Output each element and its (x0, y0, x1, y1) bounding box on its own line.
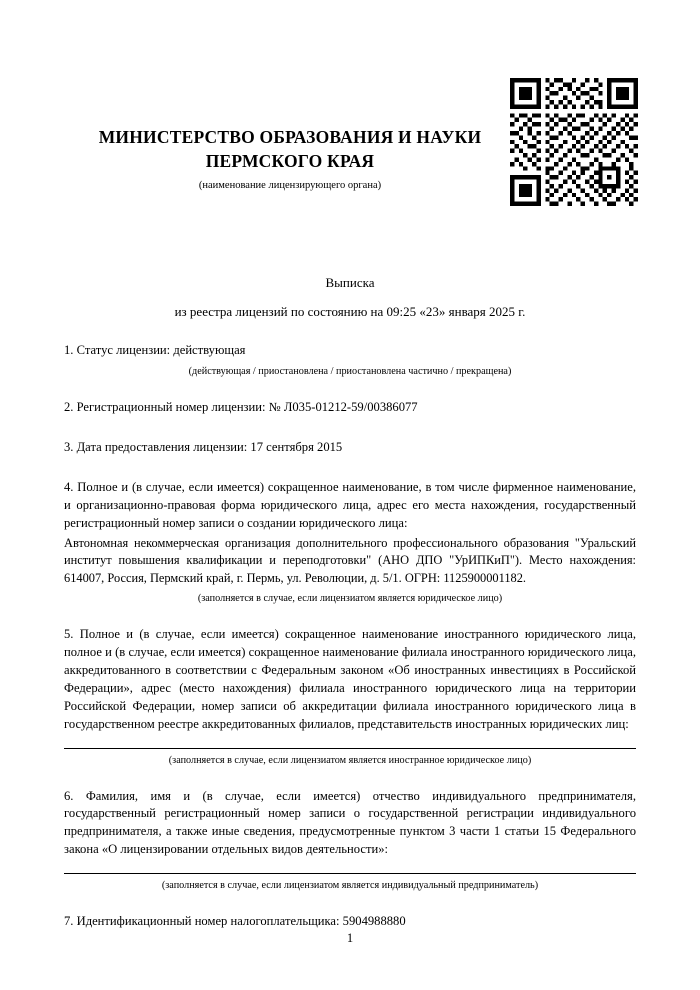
clause-1-text: 1. Статус лицензии: действующая (64, 343, 246, 358)
clause-5-note: (заполняется в случае, если лицензиатом является иностранное юридическое лицо) (168, 754, 532, 766)
document-subtitle: из реестра лицензий по состоянию на 09:25 «23» января 2025 г. (174, 304, 526, 320)
document-type: Выписка (325, 275, 375, 291)
clause-5-fill-line (64, 748, 636, 749)
page-title-caption: (наименование лицензирующего органа) (198, 180, 382, 192)
clause-7-text: 7. Идентификационный номер налогоплательщика: 5904988880 (64, 914, 406, 929)
qr-code-icon (510, 78, 638, 206)
clause-1-note: (действующая / приостановлена / приостановлена частично / прекращена) (188, 366, 512, 378)
clause-6-note: (заполняется в случае, если лицензиатом является индивидуальный предприниматель) (161, 880, 539, 892)
page-title-line2: ПЕРМСКОГО КРАЯ (205, 150, 375, 171)
clause-4-text: 4. Полное и (в случае, если имеется) сокращенное наименование, в том числе фирменное наименование, и организационно-правовая форма юридического лица, адрес его места нахождения, государственный регистрационный номер записи о создании юридического лица: (64, 479, 636, 530)
page-title-line1: МИНИСТЕРСТВО ОБРАЗОВАНИЯ И НАУКИ (98, 127, 482, 147)
clause-2-text: 2. Регистрационный номер лицензии: № Л035-01212-59/00386077 (64, 400, 418, 415)
clause-4-body: Автономная некоммерческая организация дополнительного профессионального образования "Уральский институт повышения квалификации и переподготовки" (АНО ДПО "УрИПКиП"). Место нахождения: 614007, Россия, Пермский край, г. Пермь, ул. Революции, д. 5/1. ОГРН: 1125900001182. (64, 535, 636, 585)
qr-code-svg (510, 78, 638, 206)
page-number: 1 (346, 931, 354, 945)
clause-6-fill-line (64, 873, 636, 874)
clause-4-note: (заполняется в случае, если лицензиатом является юридическое лицо) (197, 593, 503, 605)
clause-5-text: 5. Полное и (в случае, если имеется) сокращенное наименование иностранного юридического лица, полное и (в случае, если имеется) сокращенное наименование филиала иностранного юридического лица, аккредитованного в соответствии с Федеральным законом «Об иностранных инвестициях в Российской Федерации», адрес (место нахождения) филиала иностранного юридического лица на территории Российской Федерации, номер записи об аккредитации филиала иностранного юридического лица в государственном реестре аккредитованных филиалов, представительств иностранных юридических лиц: (64, 627, 636, 731)
clause-6-text: 6. Фамилия, имя и (в случае, если имеется) отчество индивидуального предпринимателя, государственный регистрационный номер записи о государственной регистрации индивидуального предпринимателя, а также иные сведения, предусмотренные пунктом 3 части 1 статьи 15 Федерального закона «О лицензировании отдельных видов деятельности»: (64, 788, 636, 857)
clause-3-text: 3. Дата предоставления лицензии: 17 сентября 2015 (64, 440, 343, 454)
